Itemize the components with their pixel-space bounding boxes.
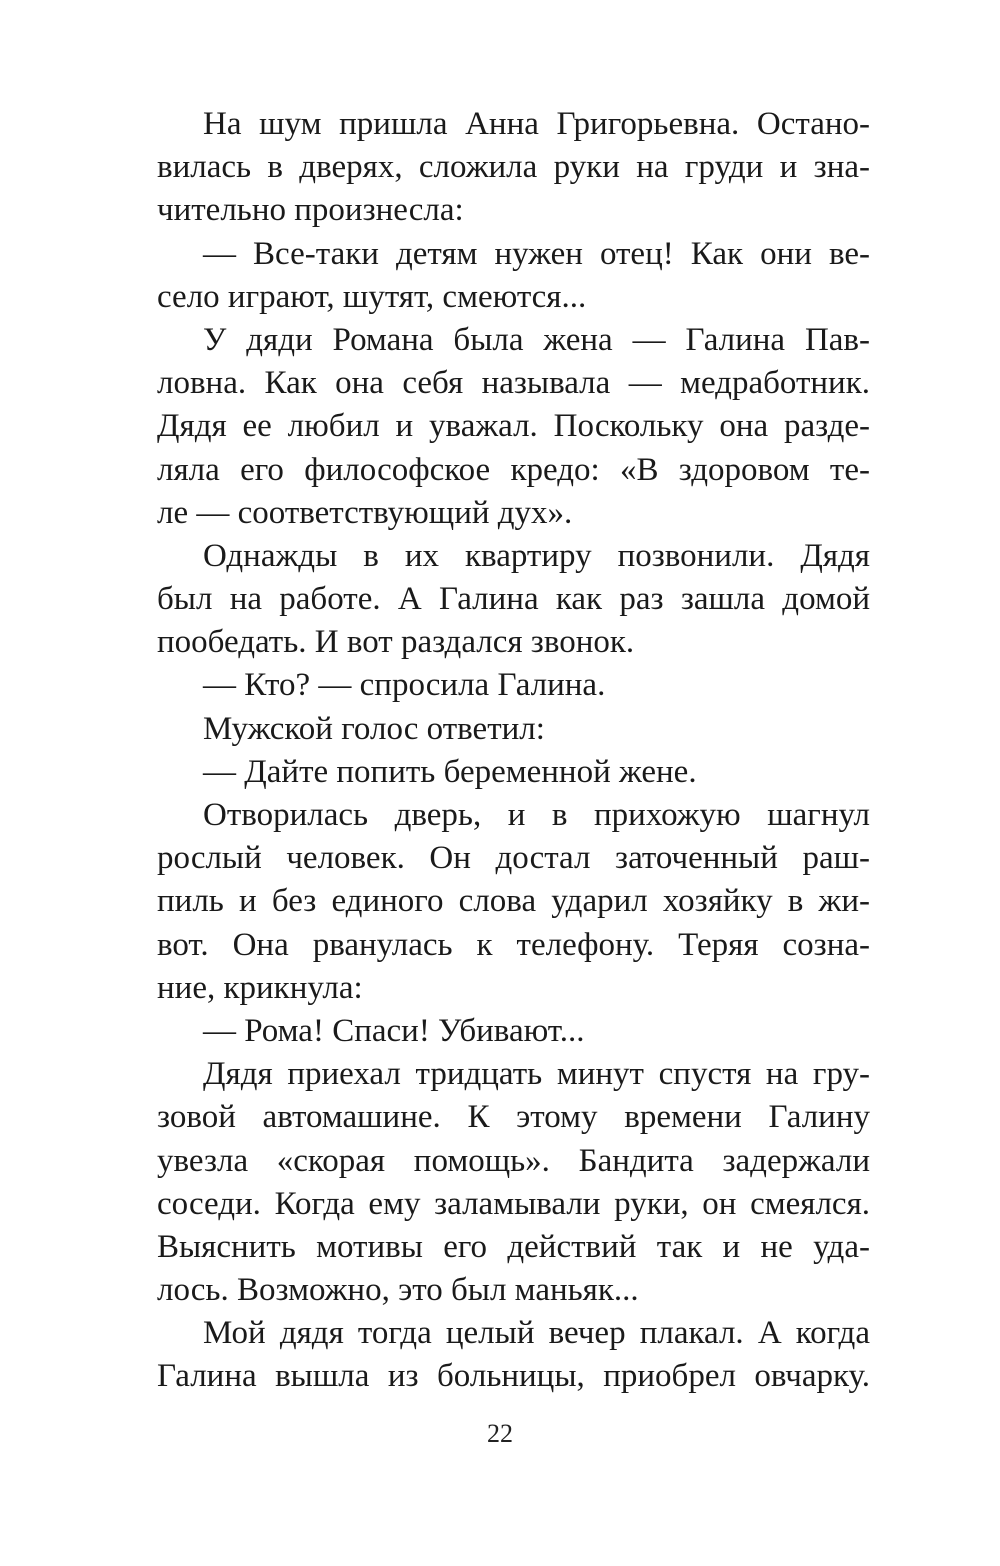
text-line: чительно произнесла:	[157, 192, 464, 229]
text-line: лось. Возможно, это был маньяк...	[157, 1272, 639, 1309]
text-line: село играют, шутят, смеются...	[157, 278, 587, 315]
text-line: вот. Она рванулась к телефону. Теряя созна-	[157, 926, 870, 963]
text-line: У дяди Романа была жена — Галина Пав-	[203, 321, 870, 358]
text-line: Мой дядя тогда целый вечер плакал. А когда	[203, 1315, 870, 1352]
text-line: Дядя приехал тридцать минут спустя на гру-	[203, 1056, 870, 1093]
text-line: Однажды в их квартиру позвонили. Дядя	[203, 537, 870, 574]
text-line: ние, крикнула:	[157, 969, 363, 1006]
text-line: зовой автомашине. К этому времени Галину	[157, 1099, 870, 1136]
page-number: 22	[487, 1419, 513, 1448]
text-line: Мужской голос ответил:	[203, 710, 545, 747]
body-text	[157, 103, 870, 1399]
text-line: На шум пришла Анна Григорьевна. Остано-	[203, 106, 870, 142]
text-line: — Рома! Спаси! Убивают...	[203, 1012, 585, 1049]
text-line: — Кто? — спросила Галина.	[203, 667, 606, 704]
text-line: был на работе. А Галина как раз зашла домой	[157, 581, 870, 618]
text-line: Дядя ее любил и уважал. Поскольку она разде-	[157, 408, 870, 445]
text-line: Отворилась дверь, и в прихожую шагнул	[203, 797, 870, 833]
text-line: пиль и без единого слова ударил хозяйку в жи-	[157, 883, 870, 920]
text-line: Выяснить мотивы его действий так и не уда-	[157, 1228, 870, 1265]
text-line: пообедать. И вот раздался звонок.	[157, 624, 635, 661]
text-line: ляла его философское кредо: «В здоровом те-	[157, 451, 870, 488]
text-line: соседи. Когда ему заламывали руки, он смеялся.	[157, 1185, 870, 1222]
text-line: увезла «скорая помощь». Бандита задержали	[157, 1142, 870, 1179]
text-line: рослый человек. Он достал заточенный раш-	[157, 840, 870, 877]
text-line: ловна. Как она себя называла — медработник.	[157, 365, 870, 402]
text-line: — Дайте попить беременной жене.	[203, 753, 697, 790]
text-line: вилась в дверях, сложила руки на груди и зна-	[157, 149, 870, 186]
text-line: ле — соответствующий дух».	[157, 494, 573, 531]
text-line: — Все-таки детям нужен отец! Как они ве-	[203, 235, 870, 272]
text-line: Галина вышла из больницы, приобрел овчарку.	[157, 1358, 870, 1395]
